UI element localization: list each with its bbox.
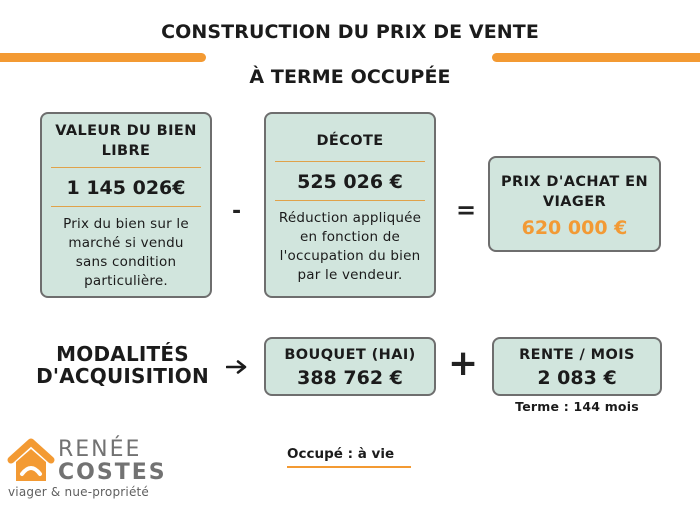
bouquet-amount: 388 762 € (297, 367, 403, 389)
equals-operator: = (456, 196, 477, 224)
occupe-label: Occupé : à vie (287, 446, 395, 462)
orange-rule-left (0, 53, 206, 62)
occupe-underline (287, 466, 411, 468)
valeur-amount: 1 145 026€ (66, 177, 186, 199)
divider (275, 161, 425, 162)
divider (275, 200, 425, 201)
terme-label: Terme : 144 mois (515, 399, 639, 414)
card-heading: LIBRE (101, 143, 151, 159)
renee-costes-logo (7, 436, 187, 506)
minus-operator: - (232, 199, 242, 224)
rente-amount: 2 083 € (537, 367, 617, 389)
decote-amount: 525 026 € (297, 171, 403, 193)
desc-line: Réduction appliquée (278, 210, 422, 226)
modalites-line: MODALITÉS (56, 342, 189, 366)
page-title: CONSTRUCTION DU PRIX DE VENTE (161, 21, 539, 43)
modalites-label (35, 343, 210, 387)
logo-name-line: RENÉE (58, 437, 142, 462)
house-logo-icon (7, 438, 55, 484)
card-heading: BOUQUET (HAI) (284, 347, 416, 363)
decote-card (264, 112, 436, 298)
card-heading: VALEUR DU BIEN (55, 123, 197, 139)
page-subtitle: À TERME OCCUPÉE (249, 66, 451, 88)
desc-line: par le vendeur. (297, 267, 403, 283)
valeur-bien-libre-card (40, 112, 212, 298)
rente-card (492, 337, 662, 396)
orange-rule-right (492, 53, 700, 62)
plus-operator: + (448, 343, 479, 384)
desc-line: Prix du bien sur le (63, 216, 189, 232)
card-description (266, 209, 434, 285)
logo-name-line: COSTES (58, 460, 167, 485)
modalites-line: D'ACQUISITION (36, 364, 209, 388)
card-heading: VIAGER (542, 194, 607, 210)
desc-line: marché si vendu (68, 235, 184, 251)
card-heading: RENTE / MOIS (519, 347, 635, 363)
divider (51, 167, 201, 168)
card-description (42, 215, 210, 291)
logo-tagline: viager & nue-propriété (8, 485, 150, 499)
card-heading: DÉCOTE (316, 133, 384, 149)
prix-achat-viager-card (488, 156, 661, 252)
arrow-right-icon (226, 360, 248, 374)
bouquet-card (264, 337, 436, 396)
desc-line: particulière. (84, 273, 168, 289)
desc-line: l'occupation du bien (279, 248, 421, 264)
divider (51, 206, 201, 207)
card-heading: PRIX D'ACHAT EN (501, 174, 648, 190)
desc-line: sans condition (75, 254, 177, 270)
prix-amount: 620 000 € (521, 217, 628, 239)
desc-line: en fonction de (300, 229, 400, 245)
